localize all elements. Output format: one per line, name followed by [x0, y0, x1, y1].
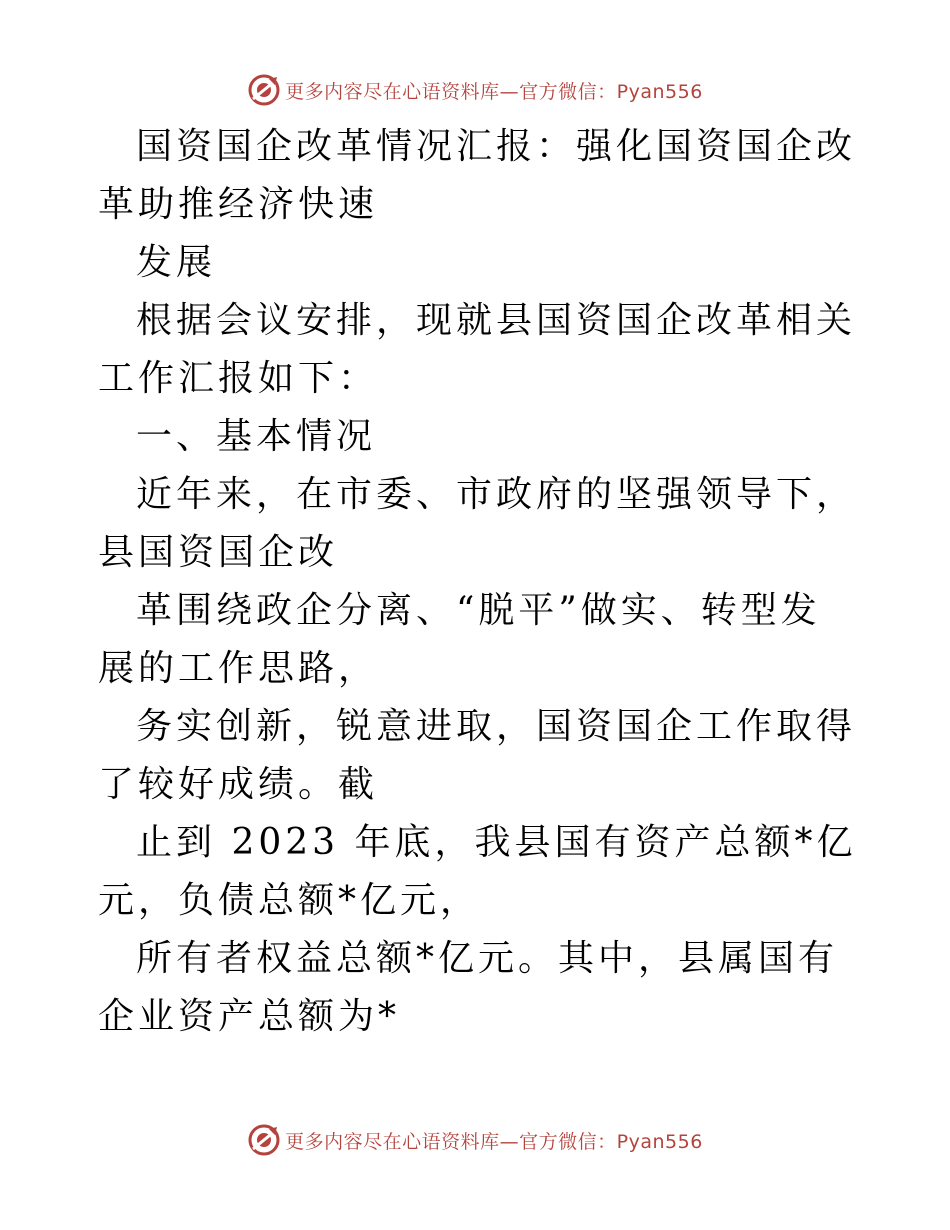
- watermark-logo-icon: [247, 73, 281, 107]
- paragraph-body: 革围绕政企分离、“脱平”做实、转型发展的工作思路，: [98, 590, 821, 689]
- header-watermark: [0, 70, 950, 110]
- paragraph-body: 近年来，在市委、市政府的坚强领导下，县国资国企改: [98, 474, 857, 573]
- section-heading: 一、基本情况: [136, 416, 377, 457]
- document-body: [98, 118, 858, 1046]
- paragraph-body: 所有者权益总额*亿元。其中，县属国有企业资产总额为*: [98, 938, 839, 1037]
- watermark-text: 更多内容尽在心语资料库—官方微信：Pyan556: [285, 1130, 703, 1153]
- footer-watermark: [0, 1120, 950, 1160]
- paragraph-title-continued: 发展: [136, 242, 217, 283]
- paragraph-body: 务实创新，锐意进取，国资国企工作取得了较好成绩。截: [98, 706, 857, 805]
- paragraph-title: 国资国企改革情况汇报：强化国资国企改革助推经济快速: [98, 126, 857, 225]
- watermark-logo-icon: [247, 1123, 281, 1157]
- paragraph-intro: 根据会议安排，现就县国资国企改革相关工作汇报如下：: [98, 300, 857, 399]
- watermark-text: 更多内容尽在心语资料库—官方微信：Pyan556: [285, 80, 703, 103]
- paragraph-body: 止到 2023 年底，我县国有资产总额*亿元，负债总额*亿元，: [98, 822, 857, 921]
